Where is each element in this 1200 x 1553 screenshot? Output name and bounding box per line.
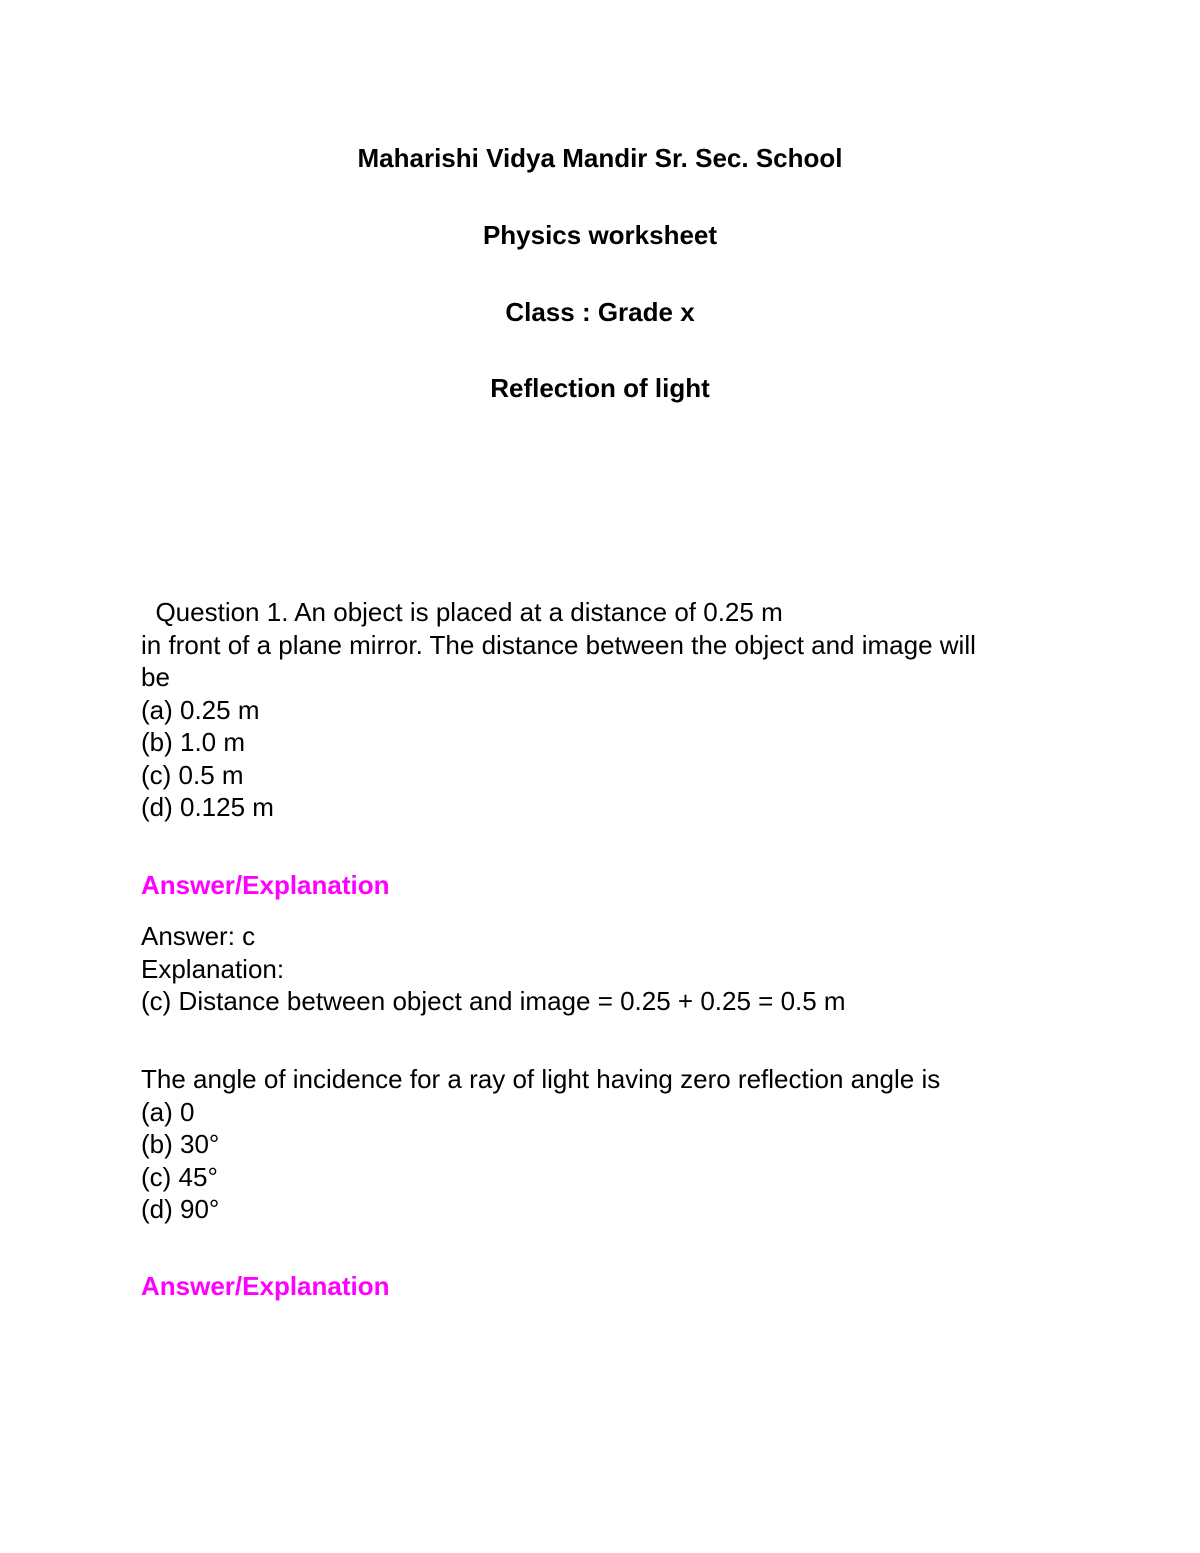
class-label: Class : Grade x (505, 297, 695, 327)
question-1-option-d: (d) 0.125 m (141, 792, 274, 822)
question-1-line: in front of a plane mirror. The distance between the object and image will (141, 629, 976, 660)
question-2-text: The angle of incidence for a ray of light having zero reflection angle is (141, 1064, 941, 1094)
answer-explanation-heading-2[interactable]: Answer/Explanation (141, 1271, 390, 1301)
answer-1-line: (c) Distance between object and image = 0.25 + 0.25 = 0.5 m (141, 986, 846, 1016)
question-2-option-d: (d) 90° (141, 1194, 220, 1224)
answer-1-line: Explanation: (141, 953, 285, 984)
question-1-option-b: (b) 1.0 m (141, 727, 246, 757)
school-name: Maharishi Vidya Mandir Sr. Sec. School (357, 143, 843, 173)
question-2-option-c: (c) 45° (141, 1161, 218, 1192)
question-1-line: Question 1. An object is placed at a distance of 0.25 m (141, 597, 783, 627)
answer-explanation-heading-1[interactable]: Answer/Explanation (141, 870, 390, 900)
question-2-option-a: (a) 0 (141, 1096, 195, 1127)
question-1-line: be (141, 662, 170, 692)
question-2-option-b: (b) 30° (141, 1129, 220, 1159)
question-1-option-c: (c) 0.5 m (141, 759, 244, 790)
question-1-option-a: (a) 0.25 m (141, 694, 260, 725)
worksheet-subject: Physics worksheet (482, 220, 718, 250)
topic-title: Reflection of light (490, 373, 710, 403)
answer-1 (141, 920, 1101, 1018)
question-1 (141, 596, 1101, 824)
answer-1-line: Answer: c (141, 921, 256, 951)
question-2 (141, 1063, 1101, 1226)
